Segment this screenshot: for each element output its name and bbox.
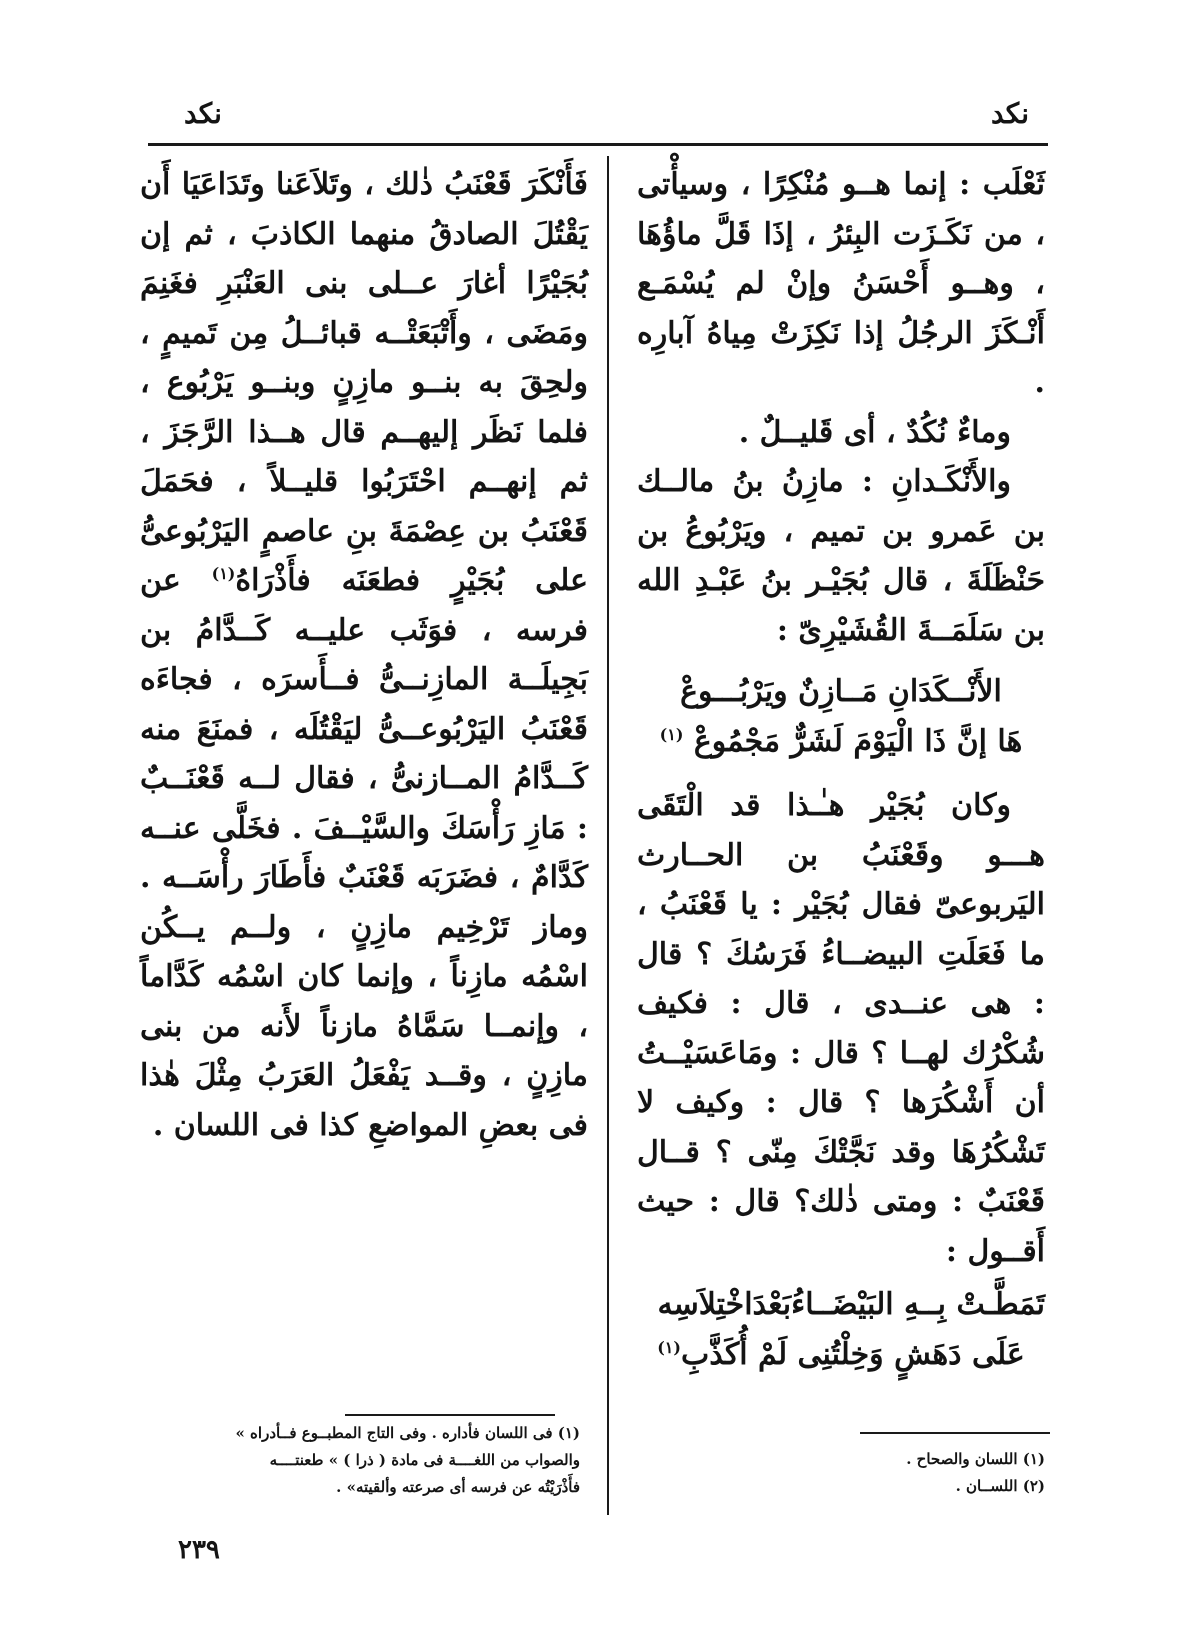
footnote-rule-right [860,1432,1050,1434]
footnote-left-line-3: فأَذْرَيْتُه عن فرسه أى صرعته وألقيته» . [336,1478,580,1496]
left-paragraph-1-text: فَأَنْكَرَ قَعْنَبُ ذٰلك ، وتَلاَعَنا وتَدَاعَيَا أَن يَقْتُلَ الصادقُ منهما الكاذبَ ، ثم إن بُجَيْرًا أغارَ عــلى بنى العَنْبَرِ فغَنِمَ ومَضَى ، وأَتْبَعَتْــه قبائــلُ مِن تَميمٍ ، ولحِقَ به بنــو مازِنٍ وبنــو يَرْبُوع ، فلما نَظَر إليهــم قال هــذا الرَّجَزَ ، ثم إنهــم احْتَرَبُوا قليــلاً ، فحَمَلَ قَعْنَبُ بن عِصْمَةَ بنِ عاصمٍ اليَرْبُوعىُّ على بُجَيْرٍ فطعَنَه فأَذْرَاهُ [140,167,588,598]
couplet-line-1: تَمَطَّـتْ بِــهِ البَيْضَــاءُبَعْدَاخْتِلاَسِه [657,1287,1045,1322]
verse-line-1: الأَنْــكَدَانِ مَــازِنٌ ويَرْبُـــوعْ [680,674,1002,709]
left-column [140,160,588,1150]
header-entry-word-right: نكد [991,97,1029,130]
verse-line-2-wrap [637,717,1045,767]
verse-footnote-marker: (١) [659,725,684,744]
right-paragraph-4: وكان بُجَيْر هـٰـذا قد الْتَقَى هـــو وقَعْنَبُ بن الحــارث اليَربوعىّ فقال بُجَيْر : يا قَعْنَبُ ، ما فَعَلَتِ البيضــاءُ فَرَسُكَ ؟ قال : هى عنــدى ، قال : فكيف شُكْرُك لهــا ؟ قال : ومَاعَسَيْــتُ أن أَشْكُرَها ؟ قال : وكيف لا تَشْكُرُهَا وقد نَجَّتْكَ مِنّى ؟ قــال قَعْنَبٌ : ومتى ذٰلك؟ قال : حيث أَقــول : [637,788,1045,1269]
footnote-right-1: (١) اللسان والصحاح . [906,1450,1045,1468]
couplet-footnote-marker: (١) [657,1337,681,1357]
couplet-line-2: عَلَى دَهَشٍ وَخِلْتُنِى لَمْ أُكَذَّبِ [680,1336,1025,1372]
right-column [637,160,1045,1379]
header-rule [148,143,1048,146]
right-paragraph-2: وماءٌ نُكُدٌ ، أى قَليــلٌ . [738,414,1011,450]
footnotes-left [140,1420,580,1501]
left-paragraph-2-text: عن فرسه ، فوَثَب عليــه كَــدَّامُ بن بَجِيلَــة المازِنــىُّ فــأَسرَه ، فجاءَه قَعْنَبُ اليَرْبُوعــىُّ ليَقْتُلَه ، فمنَعَ منه كَــدَّامُ المــازنىُّ ، فقال لــه قَعْنَــبٌ : مَازِ رَأْسَكَ والسَّيْــفَ . فخَلَّى عنــه كَدَّامٌ ، فضَرَبَه قَعْنَبٌ فأَطَارَ رأْسَــه . وماز تَرْخِيم مازِنٍ ، ولــم يــكُن اسْمُه مازِناً ، وإنما كان اسْمُه كَدَّاماً ، وإنمــا سَمَّاهُ مازناً لأَنه من بنى مازِنٍ ، وقــد يَفْعَلُ العَرَبُ مِثْلَ هٰذا فى بعضِ المواضعِ كذا فى اللسان . [140,563,588,1143]
couplet-line-2-wrap [637,1330,1045,1380]
right-paragraph-1: ثَعْلَب : إنما هــو مُنْكِرًا ، وسيأْتى ، من نَكَـزَت البِئرُ ، إذَا قَلَّ ماؤُهَا ، وهــو أَحْسَنُ وإنْ لم يُسْمَـع أَنْـكَزَ الرجُلُ إذا نَكِزَتْ مِياهُ آبارِه . [637,167,1045,400]
left-footnote-marker: (١) [211,564,236,583]
page-number: ٢٣٩ [178,1535,220,1565]
column-divider [607,156,609,1515]
footnote-left-line-2: والصواب من اللغــــة فى مادة ( ذرا ) » طعنتــــه [269,1451,580,1469]
verse-block [637,667,1045,767]
footnote-left-line-1: (١) فى اللسان فأداره . وفى التاج المطبــوع فــأدراه » [235,1424,580,1442]
couplet-block [637,1280,1045,1379]
verse-line-2: هَا إنَّ ذَا الْيَوْمَ لَشَرٌّ مَجْمُوعْ [693,724,1023,759]
footnote-right-2: (٢) اللســان . [955,1477,1045,1495]
footnote-rule-left [345,1414,555,1416]
right-paragraph-3: والأَنْكَـدانِ : مازِنُ بنُ مالــك بن عَمرو بن تميم ، ويَرْبُوعُ بن حَنْظَلَةَ ، قال بُجَيْـر بنُ عَبْـدِ الله بن سَلَمَــةَ القُشَيْرِىّ : [637,464,1045,648]
header-entry-word-left: نكد [184,97,222,130]
left-paragraph-1 [140,160,588,1150]
footnotes-right [700,1446,1045,1500]
